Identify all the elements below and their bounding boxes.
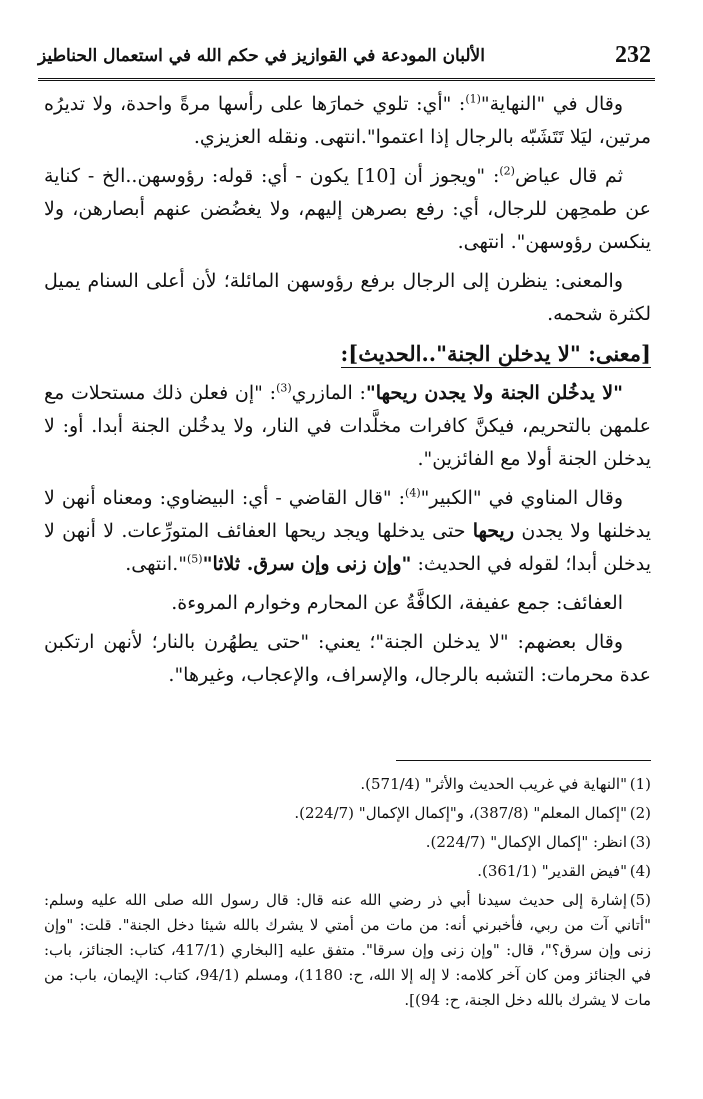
bold-word: ريحها	[472, 520, 515, 542]
footnote-text: "إكمال المعلم" (387/8)، و"إكمال الإكمال" (224/7).	[294, 804, 627, 822]
footnote-text: "النهاية في غريب الحديث والأثر" (571/4).	[360, 775, 627, 793]
footnote-text: انظر: "إكمال الإكمال" (224/7).	[425, 833, 627, 851]
page-number: 232	[615, 42, 651, 68]
page-header	[38, 40, 651, 80]
footnote-number: (4)	[629, 862, 651, 880]
footnote-ref: (5)	[186, 552, 203, 566]
footnote-text: "فيض القدير" (361/1).	[477, 862, 627, 880]
hadith-quote: "وإن زنى وإن سرق. ثلاثا"	[202, 553, 412, 575]
footnote-ref: (2)	[499, 164, 515, 178]
text-run: وقال المناوي في "الكبير"	[420, 487, 623, 509]
footnotes	[44, 772, 651, 1017]
text-run: : المازري	[291, 382, 366, 404]
footnote-ref: (3)	[276, 381, 292, 395]
text-run: : "ويجوز أن [10] يكون - أي: قوله: رؤوسهن..الخ - كناية عن طمحِهن للرجال، أي: رفع بصرهن إليهم، ولا يغضُضن عنهم أبصارهن، ولا ينكسن رؤوسهن". انتهى.	[44, 165, 651, 253]
footnote-ref: (1)	[465, 92, 481, 106]
section-heading-text: [معنى: "لا يدخلن الجنة"..الحديث]:	[340, 341, 651, 366]
text-run: : "أي: تلوي خمارَها على رأسها مرةً واحدة، ولا تديرُه مرتين، ليَلا تَتَشَبّه بالرجال إذا اعتموا".انتهى. ونقله العزيزي.	[44, 93, 651, 148]
text-run: ".انتهى.	[125, 553, 187, 575]
text-run: وقال في "النهاية"	[480, 93, 623, 115]
footnote	[44, 772, 651, 797]
footnote-number: (3)	[629, 833, 651, 851]
hadith-quote: "لا يدخُلن الجنة ولا يجدن ريحها"	[365, 382, 623, 404]
running-title: الألبان المودعة في القوازيز في حكم الله في استعمال الحناطيز	[38, 46, 485, 66]
main-text	[44, 88, 651, 698]
paragraph-others: وقال بعضهم: "لا يدخلن الجنة"؛ يعني: "حتى يطهُرن بالنار؛ لأنهن ارتكبن عدة محرمات: التشبه بالرجال، والإسراف، والإعجاب، وغيرها".	[44, 631, 651, 686]
footnote-separator	[396, 760, 651, 761]
text-run: : "إن فعلن ذلك مستحلات مع علمهن بالتحريم، فيكنَّ كافرات مخلَّدات في النار، ولا يدخُلن الجنة أبدا. أو: لا يدخلن الجنة أولا مع الفائزين".	[44, 382, 651, 470]
footnote	[44, 859, 651, 884]
footnote-number: (5)	[629, 891, 651, 909]
footnote-number: (1)	[629, 775, 651, 793]
paragraph-iyad	[44, 160, 651, 259]
footnote-number: (2)	[629, 804, 651, 822]
footnote-ref: (4)	[405, 486, 421, 500]
footnote	[44, 888, 651, 1013]
text-run: : "قال القاضي - أي: البيضاوي: ومعناه أنهن لا يدخلنها ولا يجدن	[44, 487, 652, 542]
footnote	[44, 830, 651, 855]
footnote-text: إشارة إلى حديث سيدنا أبي ذر رضي الله عنه قال: قال رسول الله صلى الله عليه وسلم: "أتاني آت من ربي، فأخبرني أنه: من مات من أمتي لا يشرك بالله شيئا دخل الجنة". قلت: "وإن زنى وإن سرق؟"، قال: "وإن زنى وإن سرقا". متفق عليه [البخاري (417/1، كتاب: الجنائز، باب: في الجنائز ومن كان آخر كلامه: لا إله إلا الله، ح: 1180)، ومسلم (94/1، كتاب: الإيمان، باب: من مات لا يشرك بالله دخل الجنة، ح: 94)].	[44, 891, 651, 1009]
paragraph-munawi	[44, 482, 651, 581]
text-run: ثم قال عياض	[514, 165, 623, 187]
footnote	[44, 801, 651, 826]
paragraph-meaning: والمعنى: ينظرن إلى الرجال برفع رؤوسهن المائلة؛ لأن أعلى السنام يميل لكثرة شحمه.	[44, 270, 651, 325]
paragraph-mazari	[44, 377, 651, 476]
paragraph-afaif: العفائف: جمع عفيفة، الكافَّةُ عن المحارم وخوارم المروءة.	[171, 592, 623, 614]
section-heading	[44, 337, 651, 371]
text-run: حتى يدخلها ويجد ريحها العفائف المتورِّعات. لا أنهن لا يدخلن أبدا؛ لقوله في الحديث:	[44, 520, 651, 575]
paragraph-nihaya	[44, 88, 651, 154]
header-rule	[38, 78, 655, 81]
